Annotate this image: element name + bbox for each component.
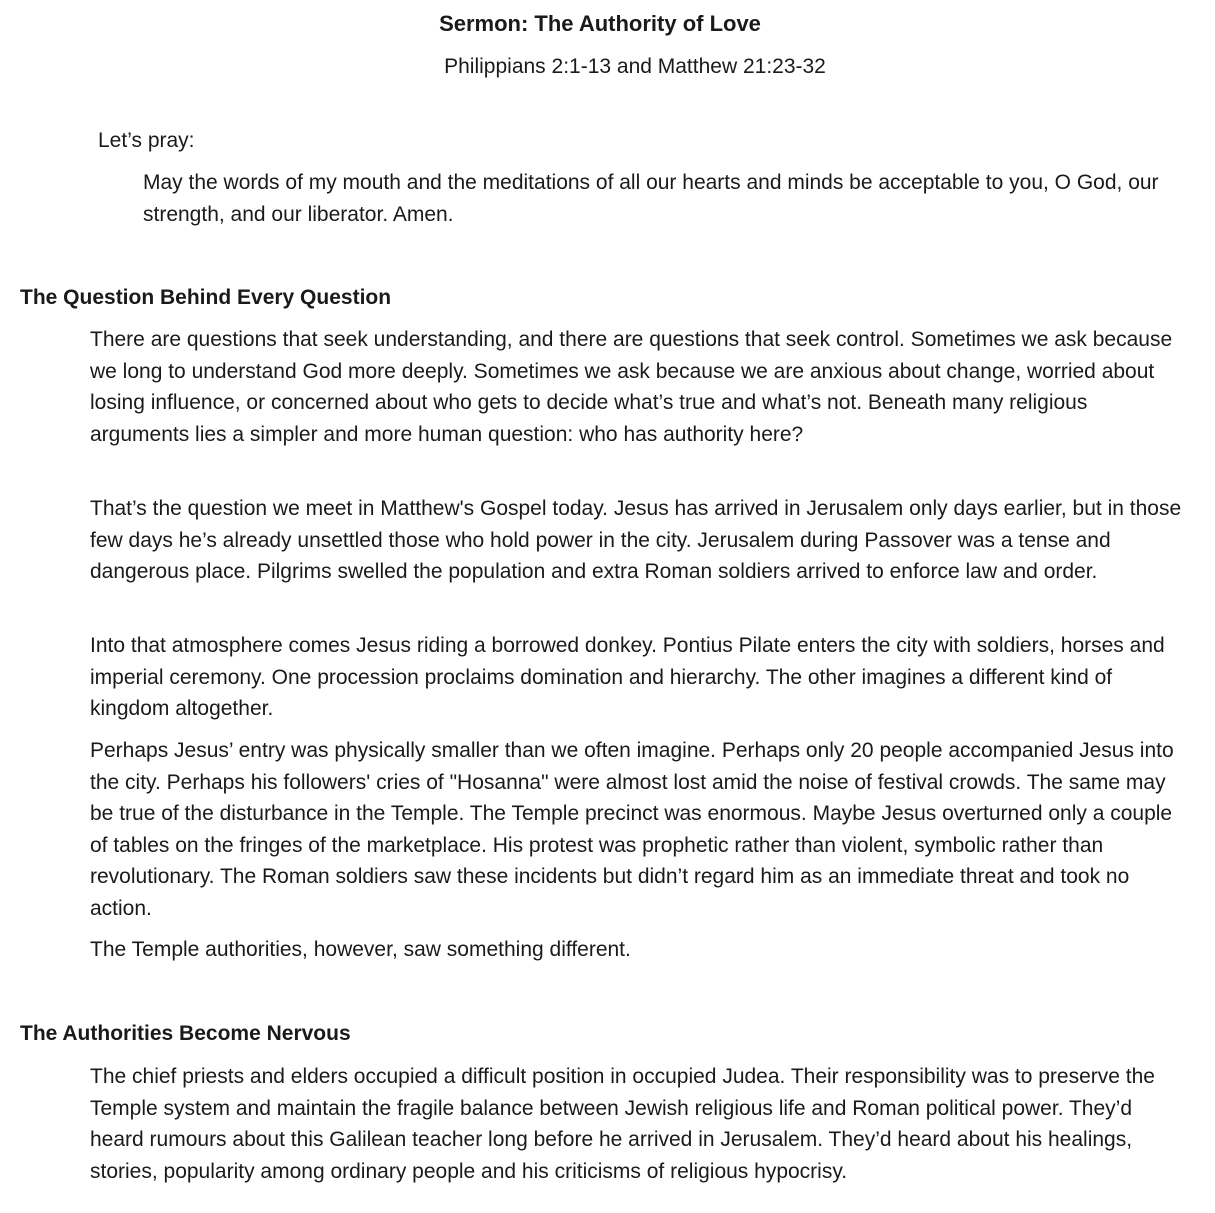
prayer-text: May the words of my mouth and the meditations of all our hearts and minds be acceptable to you, O God, our strength, and our liberator. Amen.	[143, 171, 1159, 226]
prayer-intro: Let’s pray:	[98, 129, 195, 152]
scripture-reference: Philippians 2:1-13 and Matthew 21:23-32	[444, 55, 826, 78]
paragraph: That’s the question we meet in Matthew's Gospel today. Jesus has arrived in Jerusalem only days earlier, but in those few days he’s already unsettled those who hold power in the city. Jerusalem during Passover was a tense and dangerous place. Pilgrims swelled the population and extra Roman soldiers arrived to enforce law and order.	[90, 497, 1182, 583]
section-heading: The Authorities Become Nervous	[20, 1022, 351, 1045]
section-heading: The Question Behind Every Question	[20, 286, 392, 309]
paragraph: The Temple authorities, however, saw something different.	[90, 938, 631, 961]
paragraph: Perhaps Jesus’ entry was physically smaller than we often imagine. Perhaps only 20 people accompanied Jesus into the city. Perhaps his followers' cries of "Hosanna" were almost lost amid the noise of festival crowds. The same may be true of the disturbance in the Temple. The Temple precinct was enormous. Maybe Jesus overturned only a couple of tables on the fringes of the marketplace. His protest was prophetic rather than violent, symbolic rather than revolutionary. The Roman soldiers saw these incidents but didn’t regard him as an immediate threat and took no action.	[90, 739, 1174, 920]
paragraph: The chief priests and elders occupied a difficult position in occupied Judea. Their responsibility was to preserve the Temple system and maintain the fragile balance between Jewish religious life and Roman political power. They’d heard rumours about this Galilean teacher long before he arrived in Jerusalem. They’d heard about his healings, stories, popularity among ordinary people and his criticisms of religious hypocrisy.	[90, 1065, 1155, 1183]
sermon-title: Sermon: The Authority of Love	[439, 11, 761, 36]
paragraph: Into that atmosphere comes Jesus riding a borrowed donkey. Pontius Pilate enters the city with soldiers, horses and imperial ceremony. One procession proclaims domination and hierarchy. The other imagines a different kind of kingdom altogether.	[90, 634, 1165, 720]
paragraph: There are questions that seek understanding, and there are questions that seek control. Sometimes we ask because we long to understand God more deeply. Sometimes we ask because we are anxious about change, worried about losing influence, or concerned about who gets to decide what’s true and what’s not. Beneath many religious arguments lies a simpler and more human question: who has authority here?	[90, 328, 1173, 446]
